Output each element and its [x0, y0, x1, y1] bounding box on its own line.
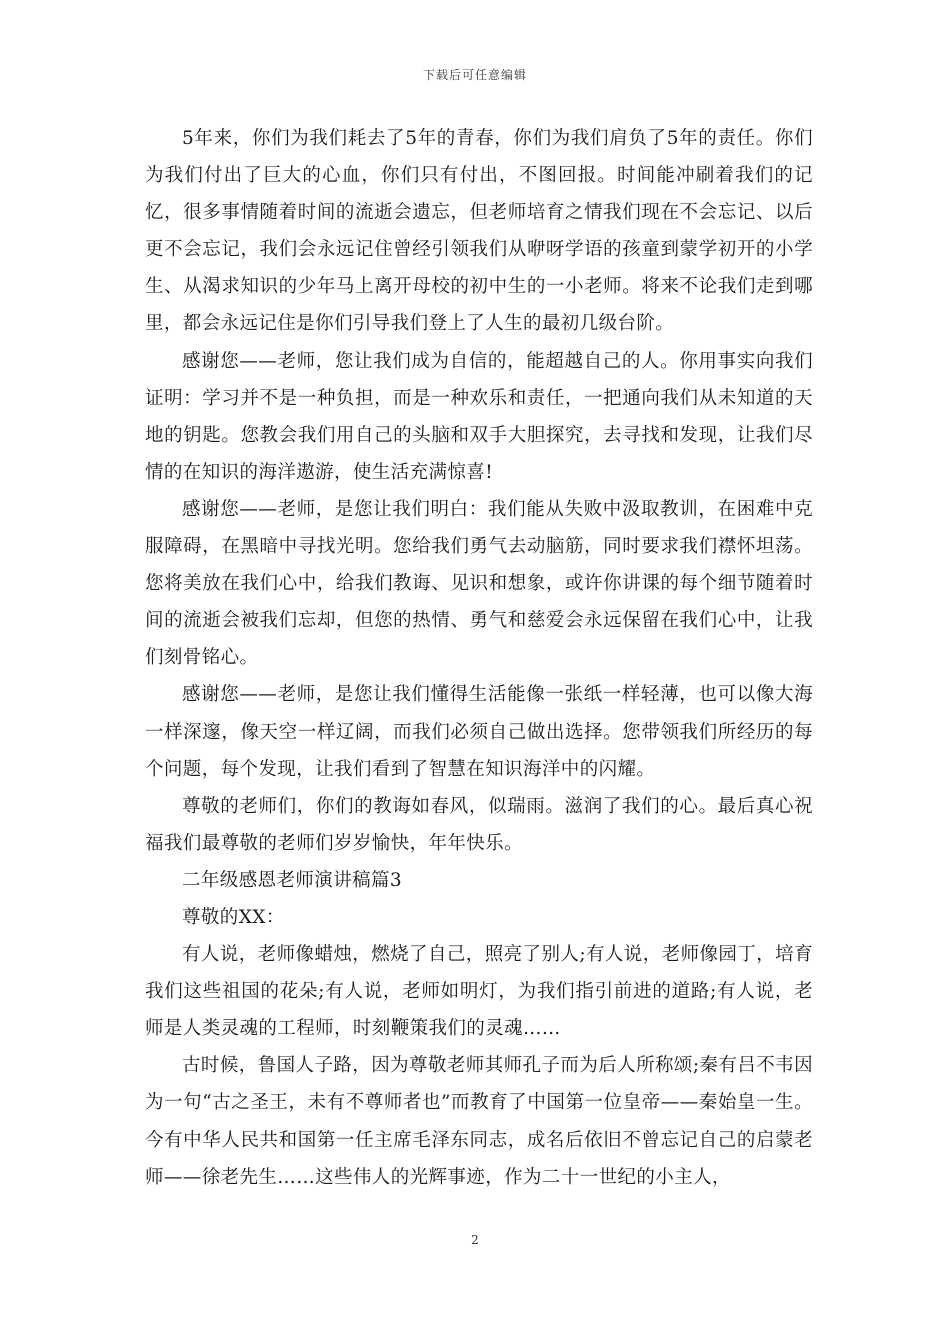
paragraph-thanks-lessons: 感谢您——老师，是您让我们明白：我们能从失败中汲取教训，在困难中克服障碍，在黑暗中寻找光明。您给我们勇气去动脑筋，同时要求我们襟怀坦荡。您将美放在我们心中，给我们教诲、见识和想象，或许你讲课的每个细节随着时间的流逝会被我们忘却，但您的热情、勇气和慈爱会永远保留在我们心中，让我们刻骨铭心。: [145, 498, 813, 669]
page-header: 下载后可任意编辑: [422, 68, 527, 82]
salutation: 尊敬的XX：: [182, 906, 285, 928]
paragraph-closing-wishes: 尊敬的老师们，你们的教诲如春风，似瑞雨。滋润了我们的心。最后真心祝福我们最尊敬的老师们岁岁愉快，年年快乐。: [145, 795, 813, 854]
document-body: [145, 120, 813, 1196]
paragraph-teacher-metaphors: 有人说，老师像蜡烛，燃烧了自己，照亮了别人;有人说，老师像园丁，培育我们这些祖国的花朵;有人说，老师如明灯，为我们指引前进的道路;有人说，老师是人类灵魂的工程师，时刻鞭策我们的灵魂……: [145, 944, 813, 1040]
paragraph-thanks-choices: 感谢您——老师，是您让我们懂得生活能像一张纸一样轻薄，也可以像大海一样深邃，像天空一样辽阔，而我们必须自己做出选择。您带领我们所经历的每个问题，每个发现，让我们看到了智慧在知识海洋中的闪耀。: [145, 684, 813, 780]
page-number: 2: [471, 1233, 479, 1247]
paragraph-historical-examples: 古时候，鲁国人子路，因为尊敬老师其师孔子而为后人所称颂;秦有吕不韦因为一句“古之圣王，未有不尊师者也”而教育了中国第一位皇帝——秦始皇一生。今有中华人民共和国第一任主席毛泽东同志，成名后依旧不曾忘记自己的启蒙老师——徐老先生……这些伟人的光辉事迹，作为二十一世纪的小主人，: [145, 1055, 813, 1188]
section-title: 二年级感恩老师演讲稿篇3: [182, 869, 403, 891]
paragraph-years-of-devotion: 5年来，你们为我们耗去了5年的青春，你们为我们肩负了5年的责任。你们为我们付出了巨大的心血，你们只有付出，不图回报。时间能冲刷着我们的记忆，很多事情随着时间的流逝会遗忘，但老师培育之情我们现在不会忘记、以后更不会忘记，我们会永远记住曾经引领我们从咿呀学语的孩童到蒙学初开的小学生、从渴求知识的少年马上离开母校的初中生的一小老师。将来不论我们走到哪里，都会永远记住是你们引导我们登上了人生的最初几级台阶。: [145, 128, 813, 335]
paragraph-thanks-confidence: 感谢您——老师，您让我们成为自信的，能超越自己的人。你用事实向我们证明：学习并不是一种负担，而是一种欢乐和责任，一把通向我们从未知道的天地的钥匙。您教会我们用自己的头脑和双手大胆探究，去寻找和发现，让我们尽情的在知识的海洋遨游，使生活充满惊喜!: [145, 350, 813, 483]
